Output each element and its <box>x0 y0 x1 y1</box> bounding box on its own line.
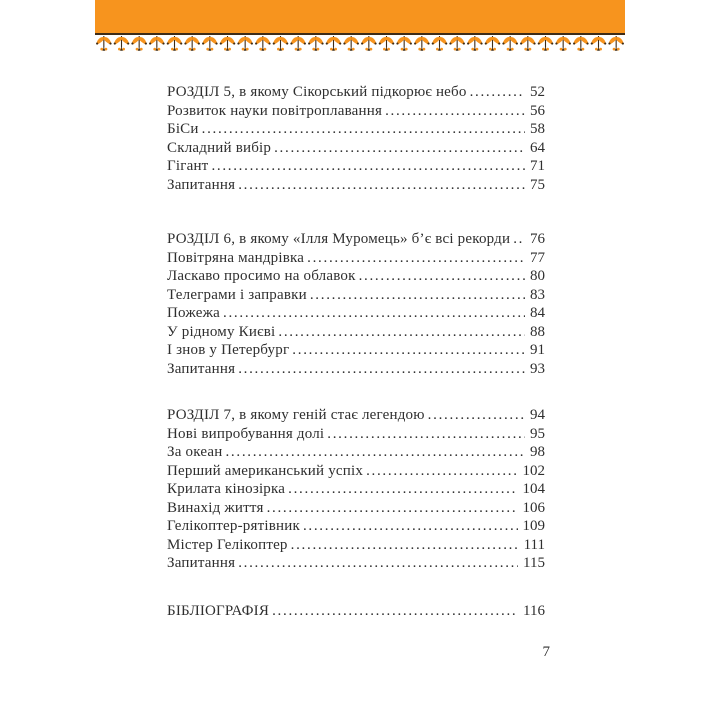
toc-section <box>167 602 545 621</box>
toc-row <box>167 230 545 249</box>
dot-leader <box>327 425 525 444</box>
toc-row <box>167 499 545 518</box>
toc-entry-title: Винахід життя <box>167 499 264 516</box>
toc-entry-page: 98 <box>530 444 545 460</box>
toc-entry-page: 116 <box>523 602 545 619</box>
toc-entry-title: Ласкаво просимо на облавок <box>167 268 356 284</box>
toc-entry-title: Пожежа <box>167 305 221 321</box>
toc-entry-page: 77 <box>530 249 545 266</box>
toc-entry-title: БІБЛІОГРАФІЯ <box>167 602 270 619</box>
toc-entry-page: 58 <box>530 121 545 137</box>
toc-entry-page: 111 <box>523 536 545 553</box>
toc-row <box>167 554 545 573</box>
toc-row <box>167 286 545 305</box>
toc-row <box>167 536 545 555</box>
toc-row <box>167 602 545 621</box>
toc-row <box>167 139 545 158</box>
dot-leader <box>470 83 525 102</box>
toc-entry-page: 115 <box>523 555 545 571</box>
toc-entry-title: БіСи <box>167 121 199 137</box>
hanging-flower-border-icon <box>95 36 625 52</box>
dot-leader <box>267 499 518 518</box>
dot-leader <box>359 267 525 286</box>
dot-leader <box>238 554 518 573</box>
toc-row <box>167 341 545 360</box>
toc-entry-title: Повітряна мандрівка <box>167 249 305 266</box>
toc-entry-title: Перший американський успіх <box>167 462 364 479</box>
toc-entry-page: 104 <box>522 481 545 497</box>
toc-entry-title: Нові випробування долі <box>167 425 325 442</box>
dot-leader <box>238 176 525 195</box>
toc-entry-title: Запитання <box>167 360 236 377</box>
dot-leader <box>278 323 525 342</box>
toc-entry-title: Запитання <box>167 555 236 571</box>
toc-entry-page: 91 <box>530 342 545 358</box>
toc-section <box>167 83 545 194</box>
toc-entry-title: РОЗДІЛ 6, в якому «Ілля Муромець» б’є всі рекорди <box>167 231 511 247</box>
dot-leader <box>310 286 525 305</box>
toc-entry-title: У рідному Києві <box>167 323 276 340</box>
toc-entry-title: РОЗДІЛ 7, в якому геній стає легендою <box>167 407 425 423</box>
toc-row <box>167 304 545 323</box>
toc-entry-page: 64 <box>530 139 545 156</box>
dot-leader <box>307 249 525 268</box>
toc-entry-page: 52 <box>530 84 545 100</box>
toc-row <box>167 323 545 342</box>
toc-row <box>167 517 545 536</box>
dot-leader <box>513 230 525 249</box>
toc-row <box>167 443 545 462</box>
toc-row <box>167 176 545 195</box>
toc-entry-page: 76 <box>530 231 545 247</box>
toc-entry-title: Телеграми і заправки <box>167 286 307 303</box>
toc-entry-title: Розвиток науки повітроплавання <box>167 102 383 119</box>
page-number: 7 <box>542 644 550 660</box>
dot-leader <box>225 443 525 462</box>
toc-entry-page: 93 <box>530 360 545 377</box>
toc-row <box>167 267 545 286</box>
toc-entry-page: 102 <box>522 462 545 479</box>
table-of-contents <box>167 83 545 620</box>
dot-leader <box>223 304 525 323</box>
dot-leader <box>274 139 525 158</box>
toc-row <box>167 406 545 425</box>
dot-leader <box>428 406 525 425</box>
toc-row <box>167 425 545 444</box>
toc-section <box>167 230 545 378</box>
header-band <box>95 0 625 35</box>
toc-entry-title: Складний вибір <box>167 139 272 156</box>
toc-entry-page: 109 <box>522 518 545 534</box>
toc-entry-title: Гігант <box>167 158 209 174</box>
dot-leader <box>202 120 525 139</box>
dot-leader <box>272 602 518 621</box>
toc-entry-title: Гелікоптер-рятівник <box>167 518 300 534</box>
toc-entry-title: Крилата кінозірка <box>167 481 286 497</box>
dot-leader <box>291 536 519 555</box>
toc-row <box>167 480 545 499</box>
toc-entry-page: 71 <box>530 158 545 174</box>
toc-entry-page: 83 <box>530 286 545 303</box>
toc-entry-title: І знов у Петербург <box>167 342 290 358</box>
toc-row <box>167 157 545 176</box>
toc-section <box>167 406 545 573</box>
toc-row <box>167 249 545 268</box>
dot-leader <box>366 462 517 481</box>
toc-row <box>167 102 545 121</box>
dot-leader <box>238 360 525 379</box>
toc-row <box>167 462 545 481</box>
toc-entry-title: Містер Гелікоптер <box>167 536 288 553</box>
dot-leader <box>292 341 525 360</box>
toc-entry-page: 95 <box>530 425 545 442</box>
toc-entry-title: За океан <box>167 444 223 460</box>
toc-entry-title: Запитання <box>167 176 236 193</box>
toc-entry-page: 88 <box>530 323 545 340</box>
toc-row <box>167 83 545 102</box>
toc-entry-page: 106 <box>522 499 545 516</box>
dot-leader <box>385 102 525 121</box>
toc-entry-title: РОЗДІЛ 5, в якому Сікорський підкорює небо <box>167 84 467 100</box>
dot-leader <box>303 517 518 536</box>
toc-entry-page: 75 <box>530 176 545 193</box>
dot-leader <box>211 157 525 176</box>
toc-row <box>167 360 545 379</box>
toc-entry-page: 94 <box>530 407 545 423</box>
toc-row <box>167 120 545 139</box>
toc-entry-page: 80 <box>530 268 545 284</box>
dot-leader <box>288 480 517 499</box>
toc-entry-page: 56 <box>530 102 545 119</box>
toc-entry-page: 84 <box>530 305 545 321</box>
